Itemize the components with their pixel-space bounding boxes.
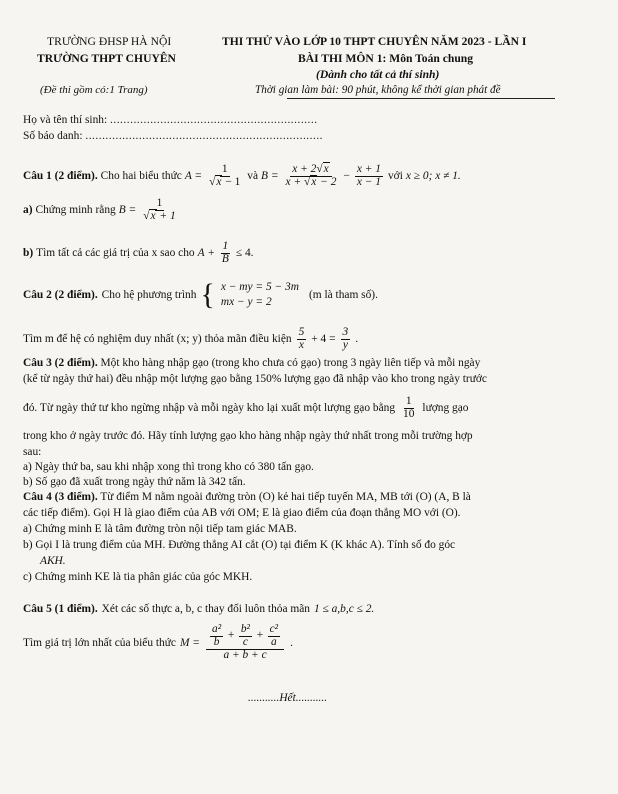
candidate-name-line — [23, 114, 318, 126]
q2-f1-num: 5 — [298, 326, 305, 338]
q1b-num: 1 — [222, 240, 229, 252]
q1a — [23, 198, 180, 223]
q5-intro: Xét các số thực a, b, c thay đổi luôn thỏa mãn — [101, 603, 310, 615]
q2-f2-num: 3 — [342, 326, 349, 338]
q5-find — [23, 624, 293, 662]
exam-time: Thời gian làm bài: 90 phút, không kể thời gian phát đề — [255, 84, 501, 96]
q3-line4: trong kho ở ngày trước đó. Hãy tính lượng gạo kho hàng nhập ngày thứ nhất trong mỗi trường hợp — [23, 430, 473, 442]
q5-numerator — [206, 624, 284, 650]
q1-B1-den-b: − 2 — [320, 175, 337, 188]
q1-label: Câu 1 (2 điểm). — [23, 170, 98, 183]
q1-cond-word: với — [387, 170, 403, 183]
q2-system — [221, 280, 299, 311]
q1-B1-num: x + 2 — [292, 163, 317, 175]
q1-B-fraction-1: $\frac{x + 2√x}{x + √x - 2}$ — [285, 163, 337, 188]
q5-denominator: a + b + c — [223, 648, 267, 661]
q2-dot: . — [355, 333, 359, 346]
q3-line2: (kể từ ngày thứ hai) đều nhập một lượng gạo bằng 150% lượng gạo đã nhập vào kho trong ngày trước — [23, 373, 487, 385]
q1-A-sqrt: x — [216, 175, 222, 188]
q1b-le: ≤ 4. — [235, 247, 254, 260]
end-marker: ...........Hết........... — [248, 692, 328, 704]
q1-B1-num-sqrt: x — [323, 163, 329, 175]
q1-cond-expr: x ≥ 0; x ≠ 1. — [405, 170, 461, 183]
q5-big-fraction — [206, 624, 284, 662]
q1-B2-num: x + 1 — [356, 163, 381, 175]
q1a-label: a) — [23, 204, 33, 217]
q5-find-text: Tìm giá trị lớn nhất của biểu thức — [23, 636, 176, 649]
q1a-num: 1 — [156, 197, 163, 209]
q1-B1-den-a: x + — [285, 175, 302, 188]
q2-statement — [23, 280, 378, 311]
q3-line3a: đó. Từ ngày thứ tư kho ngừng nhập và mỗi ngày kho lại xuất một lượng gạo bằng — [23, 402, 396, 415]
q5-plus-1: + — [227, 629, 235, 642]
q5-cond: 1 ≤ a,b,c ≤ 2. — [313, 603, 375, 615]
q1a-B: B = — [118, 204, 137, 217]
q3-frac-den: 10 — [403, 407, 415, 420]
candidate-id-line — [23, 130, 323, 142]
q1a-fraction: $\frac{1}{√x + 1}$ — [143, 197, 176, 222]
q2-param: (m là tham số). — [308, 289, 378, 302]
q2-eq1: x − my = 5 − 3m — [220, 281, 299, 293]
q2-f2-den: y — [342, 338, 348, 351]
q1a-text: Chứng minh rằng — [35, 204, 116, 217]
school-name-1: TRƯỜNG ĐHSP HÀ NỘI — [47, 35, 172, 48]
q3-line3 — [23, 396, 468, 421]
exam-subject: BÀI THI MÔN 1: Môn Toán chung — [298, 52, 474, 65]
q5-dot: . — [290, 636, 293, 649]
q1-A-den: √x − 1 — [209, 175, 241, 188]
q1-B-fraction-2 — [355, 164, 383, 189]
q2-frac-2 — [341, 327, 351, 352]
school-name-2: TRƯỜNG THPT CHUYÊN — [37, 52, 176, 65]
q4-c: c) Chứng minh KE là tia phân giác của góc MKH. — [23, 571, 253, 583]
q3-a: a) Ngày thứ ba, sau khi nhập xong thì trong kho có 380 tấn gạo. — [23, 461, 314, 473]
q2-plus4: + 4 = — [311, 333, 336, 346]
q1b-label: b) — [23, 247, 34, 260]
q4-a: a) Chứng minh E là tâm đường tròn nội tiếp tam giác MAB. — [23, 523, 297, 535]
q3-label: Câu 3 (2 điểm). — [23, 357, 98, 369]
q3-fraction — [401, 396, 416, 421]
q2-f1-den: x — [298, 338, 304, 351]
q1b-A: A + — [197, 247, 215, 260]
q3-line1 — [23, 357, 480, 369]
q1b — [23, 241, 254, 266]
q1a-sqrt: x — [150, 209, 156, 222]
q3-line3b: lượng gạo — [422, 402, 469, 415]
q4-line2: các tiếp điểm). Gọi H là giao điểm của AB với OM; E là giao điểm của đoạn thẳng MO với (O). — [23, 507, 461, 519]
q5-plus-2: + — [255, 629, 264, 642]
q5-label: Câu 5 (1 điểm). — [23, 603, 98, 615]
q2-eq2: mx − y = 2 — [220, 296, 272, 309]
q1-statement — [23, 164, 461, 189]
q2-brace: { — [200, 278, 215, 312]
q1b-den: B — [221, 252, 229, 265]
q5-t3-num: c² — [269, 623, 279, 635]
q1-B-minus: − — [343, 170, 350, 183]
q1-and: và — [247, 170, 259, 183]
exam-audience: (Dành cho tất cả thí sinh) — [316, 68, 440, 81]
q1-A-fraction — [207, 164, 242, 189]
q5-statement — [23, 603, 374, 615]
q5-t3-den: a — [271, 635, 277, 648]
q1-intro: Cho hai biểu thức — [100, 170, 182, 183]
q1-B1-den-sqrt: x — [311, 175, 317, 188]
candidate-id-label: Số báo danh: — [23, 130, 83, 142]
q3-line1-text: Một kho hàng nhập gạo (trong kho chưa có gạo) trong 3 ngày liên tiếp và mỗi ngày — [100, 357, 481, 369]
q1a-plus1: + 1 — [159, 209, 176, 222]
q4-line1-text: Từ điểm M nằm ngoài đường tròn (O) kẻ hai tiếp tuyến MA, MB tới (O) (A, B là — [100, 491, 471, 503]
q3-b: b) Số gạo đã xuất trong ngày thứ năm là 342 tấn. — [23, 476, 246, 488]
q1-A-minus1: − 1 — [225, 175, 241, 188]
q2-label: Câu 2 (2 điểm). — [23, 289, 98, 302]
q1-B-symbol: B = — [261, 170, 279, 183]
q2-intro: Cho hệ phương trình — [101, 289, 197, 302]
q4-label: Câu 4 (3 điểm). — [23, 491, 98, 503]
q4-b-line2: AKH. — [40, 555, 66, 567]
q2-find — [23, 327, 358, 352]
q3-line5: sau: — [23, 446, 42, 458]
q2-frac-1 — [297, 327, 307, 352]
q5-t2-den: c — [242, 635, 248, 648]
q1-B2-den: x − 1 — [356, 175, 381, 188]
q1b-fraction — [220, 241, 231, 266]
q3-frac-num: 1 — [405, 395, 412, 407]
candidate-id-dots: ....................................................................... — [85, 130, 324, 142]
q5-M: M = — [179, 636, 200, 649]
candidate-name-label: Họ và tên thí sinh: — [23, 114, 108, 126]
q1b-text: Tìm tất cả các giá trị của x sao cho — [36, 247, 195, 260]
q5-t2-num: b² — [240, 623, 250, 635]
q5-t1-num: a² — [212, 623, 222, 635]
exam-title: THI THỬ VÀO LỚP 10 THPT CHUYÊN NĂM 2023 - LẦN I — [222, 35, 527, 48]
q4-line1 — [23, 491, 471, 503]
q1-A-symbol: A = — [184, 170, 203, 183]
q5-t1-den: b — [213, 635, 220, 648]
q4-b-line1: b) Gọi I là trung điểm của MH. Đường thẳng AI cắt (O) tại điểm K (K khác A). Tính số đo góc — [23, 539, 456, 551]
header-underline — [287, 98, 555, 99]
pages-note: (Đề thi gồm có:1 Trang) — [40, 84, 148, 96]
q1-A-num: 1 — [221, 163, 228, 175]
q2-find-text: Tìm m để hệ có nghiệm duy nhất (x; y) thỏa mãn điều kiện — [23, 333, 292, 346]
candidate-name-dots: .............................................................. — [110, 114, 318, 126]
